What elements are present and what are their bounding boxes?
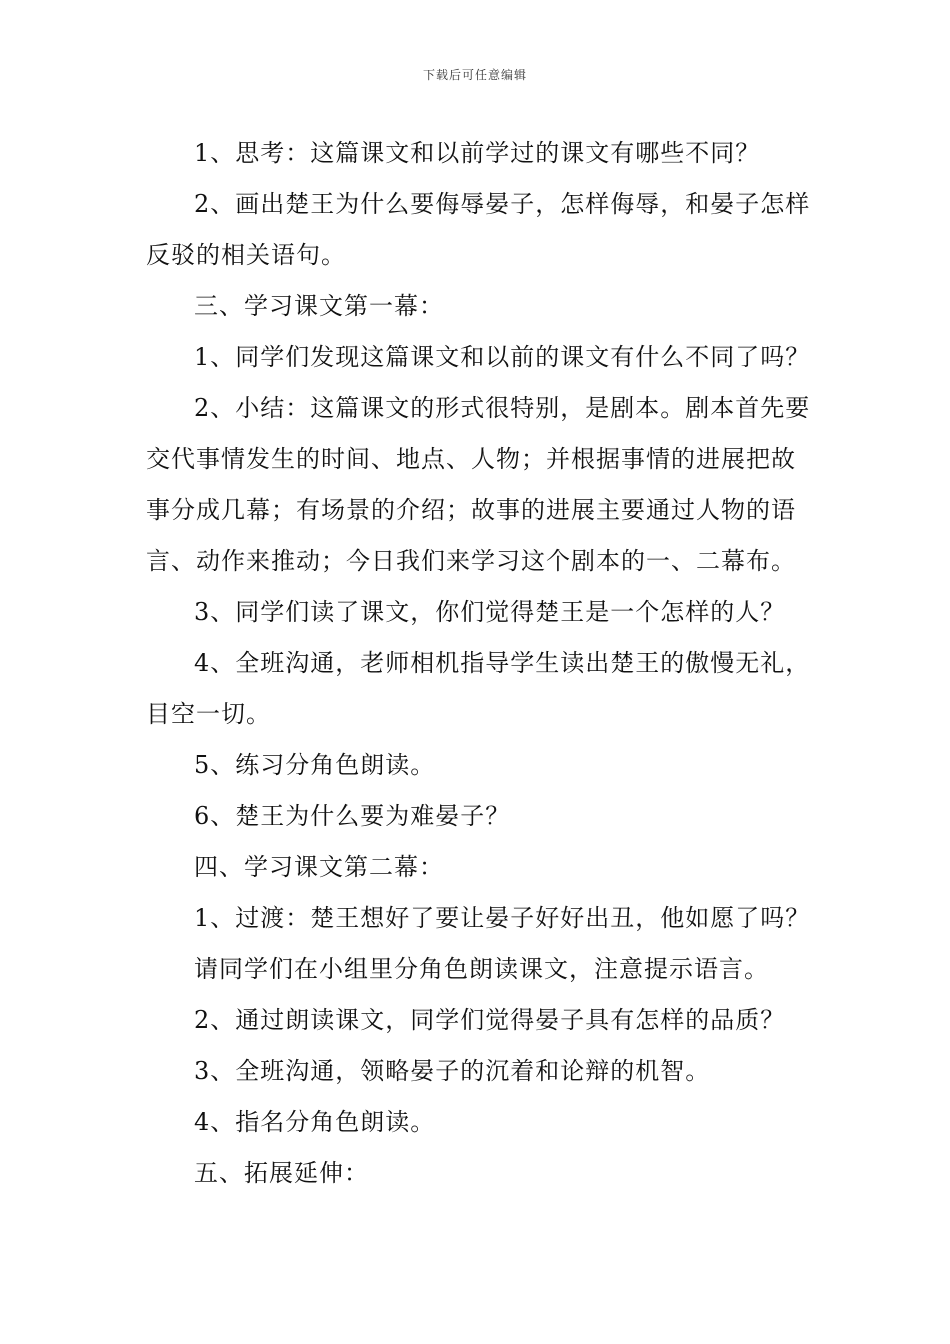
paragraph-think: 1、思考：这篇课文和以前学过的课文有哪些不同？ <box>194 139 761 167</box>
paragraph-quality-question: 2、通过朗读课文，同学们觉得晏子具有怎样的品质？ <box>194 1006 786 1034</box>
section-heading-4: 四、学习课文第二幕： <box>194 853 444 881</box>
paragraph-summary: 2、小结：这篇课文的形式很特别，是剧本。剧本首先要交代事情发生的时间、地点、人物；并根据事情的进展把故事分成几幕；有场景的介绍；故事的进展主要通过人物的语言、动作来推动；今日我们来学习这个剧本的一、二幕布。 <box>146 394 811 575</box>
paragraph-group-reading: 请同学们在小组里分角色朗读课文，注意提示语言。 <box>194 955 769 983</box>
paragraph-transition: 1、过渡：楚王想好了要让晏子好好出丑，他如愿了吗？ <box>194 904 811 932</box>
paragraph-mark-sentences: 2、画出楚王为什么要侮辱晏子，怎样侮辱，和晏子怎样反驳的相关语句。 <box>146 190 811 269</box>
paragraph-question-6: 6、楚王为什么要为难晏子？ <box>194 802 511 830</box>
paragraph-role-reading: 4、指名分角色朗读。 <box>194 1108 436 1136</box>
paragraph-wisdom: 3、全班沟通，领略晏子的沉着和论辩的机智。 <box>194 1057 711 1085</box>
page-header: 下载后可任意编辑 <box>422 68 527 82</box>
document-body <box>146 128 816 1199</box>
section-heading-3: 三、学习课文第一幕： <box>194 292 444 320</box>
paragraph-question-3: 3、同学们读了课文，你们觉得楚王是一个怎样的人？ <box>194 598 786 626</box>
paragraph-question-1: 1、同学们发现这篇课文和以前的课文有什么不同了吗？ <box>194 343 811 371</box>
section-heading-5: 五、拓展延伸： <box>194 1159 369 1187</box>
paragraph-class-discussion: 4、全班沟通，老师相机指导学生读出楚王的傲慢无礼，目空一切。 <box>146 649 811 728</box>
paragraph-practice-reading: 5、练习分角色朗读。 <box>194 751 436 779</box>
